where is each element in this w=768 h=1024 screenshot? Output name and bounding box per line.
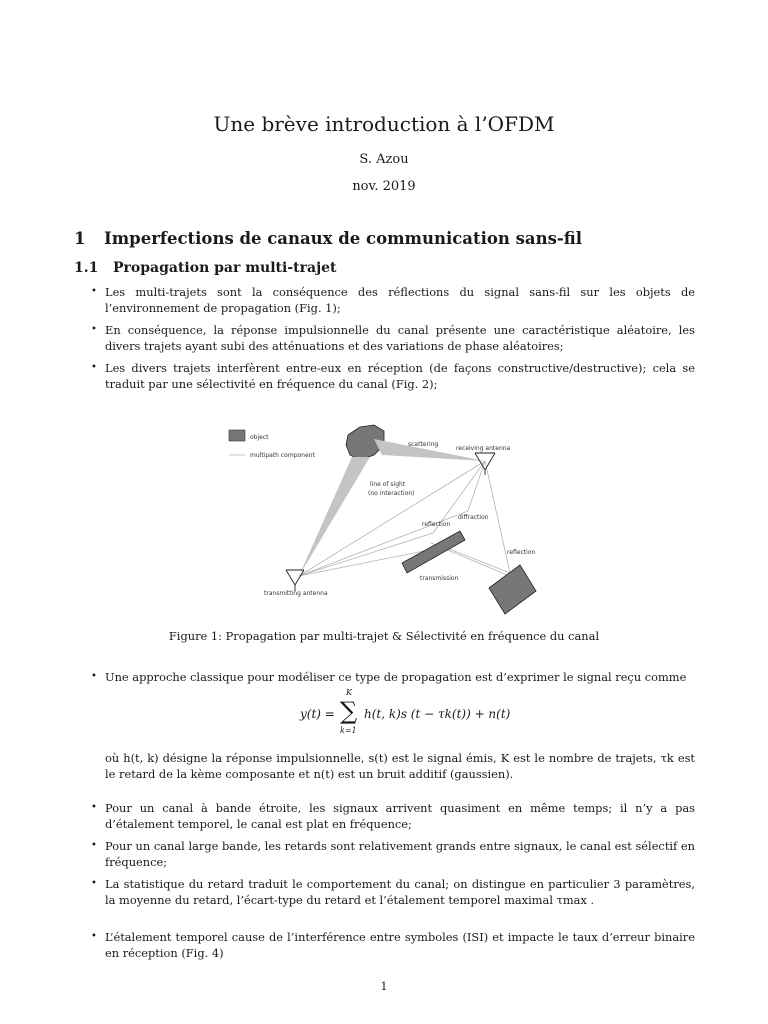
label-reflection-left: reflection [422,521,451,528]
list-item [91,322,695,354]
legend-object-swatch [229,430,245,441]
sum-icon: ∑ [340,697,358,725]
equation-explanation [91,750,695,782]
label-line-of-sight: line of sight [370,481,406,488]
document-author: S. Azou [359,152,409,167]
list-item [91,800,695,832]
subsection-heading [74,260,337,276]
bullet-icon: • [91,362,97,373]
label-no-interaction: (no interaction) [368,490,415,497]
list-item [91,929,695,961]
list-item [91,838,695,870]
list-item-text: Pour un canal à bande étroite, les signaux arrivent quasiment en même temps; il n’y a pas d’étalement temporel, le canal est plat en fréquence; [105,801,695,831]
section-heading [74,229,582,248]
label-transmitting-antenna: transmitting antenna [264,590,328,597]
equation-sum-upper: K [346,688,352,697]
label-reflection-right: reflection [507,549,536,556]
list-item-text: La statistique du retard traduit le comportement du canal; on distingue en particulier 3 paramètres, la moyenne du retard, l’écart-type du retard et l’étalement temporel maximal τmax . [105,877,695,907]
explanation-text: où h(t, k) désigne la réponse impulsionnelle, s(t) est le signal émis, K est le nombre de trajets, τk est le retard de la kème composante et n(t) est un bruit additif (gaussien). [105,751,695,781]
list-item-text: Une approche classique pour modéliser ce type de propagation est d’exprimer le signal reçu comme [105,670,687,684]
bullet-icon: • [91,878,97,889]
legend-object-label: object [250,434,269,441]
bullet-icon: • [91,286,97,297]
list-item [91,876,695,908]
legend-path-label: multipath component [250,452,315,459]
equation [296,688,516,735]
list-item [91,669,695,685]
document-title: Une brève introduction à l’OFDM [213,112,555,136]
list-item-text: En conséquence, la réponse impulsionnelle du canal présente une caractéristique aléatoire, les divers trajets ayant subi des atténuations et des variations de phase aléatoires; [105,323,695,353]
equation-rhs: h(t, k)s (t − τk(t)) + n(t) [364,707,511,721]
list-item-text: Pour un canal large bande, les retards sont relativement grands entre signaux, le canal est sélectif en fréquence; [105,839,695,869]
list-item-text: Les divers trajets interfèrent entre-eux en réception (de façons constructive/destructive); cela se traduit par une sélectivité en fréquence du canal (Fig. 2); [105,361,695,391]
list-item [91,360,695,392]
figure-caption: Figure 1: Propagation par multi-trajet & Sélectivité en fréquence du canal [168,629,600,643]
label-transmission: transmission [420,575,459,582]
equation-lhs: y(t) = [300,707,335,721]
list-item-text: L’étalement temporel cause de l’interférence entre symboles (ISI) et impacte le taux d’erreur binaire en réception (Fig. 4) [105,930,695,960]
section-number: 1 [74,229,86,248]
document-date: nov. 2019 [352,179,416,194]
bullet-icon: • [91,671,97,682]
bullet-icon: • [91,324,97,335]
section-title: Imperfections de canaux de communication sans-fil [104,229,583,248]
label-diffraction: diffraction [458,514,489,521]
bullet-icon: • [91,931,97,942]
bullet-icon: • [91,802,97,813]
multipath-figure [222,413,544,615]
equation-sum-lower: k=1 [340,726,357,735]
subsection-title: Propagation par multi-trajet [113,260,337,276]
label-scattering: scattering [408,441,439,448]
label-receiving-antenna: receiving antenna [456,445,511,452]
list-item [91,284,695,316]
subsection-number: 1.1 [74,260,99,276]
list-item-text: Les multi-trajets sont la conséquence des réflections du signal sans-fil sur les objets de l’environnement de propagation (Fig. 1); [105,285,695,315]
page-number: 1 [380,980,388,993]
bullet-icon: • [91,840,97,851]
